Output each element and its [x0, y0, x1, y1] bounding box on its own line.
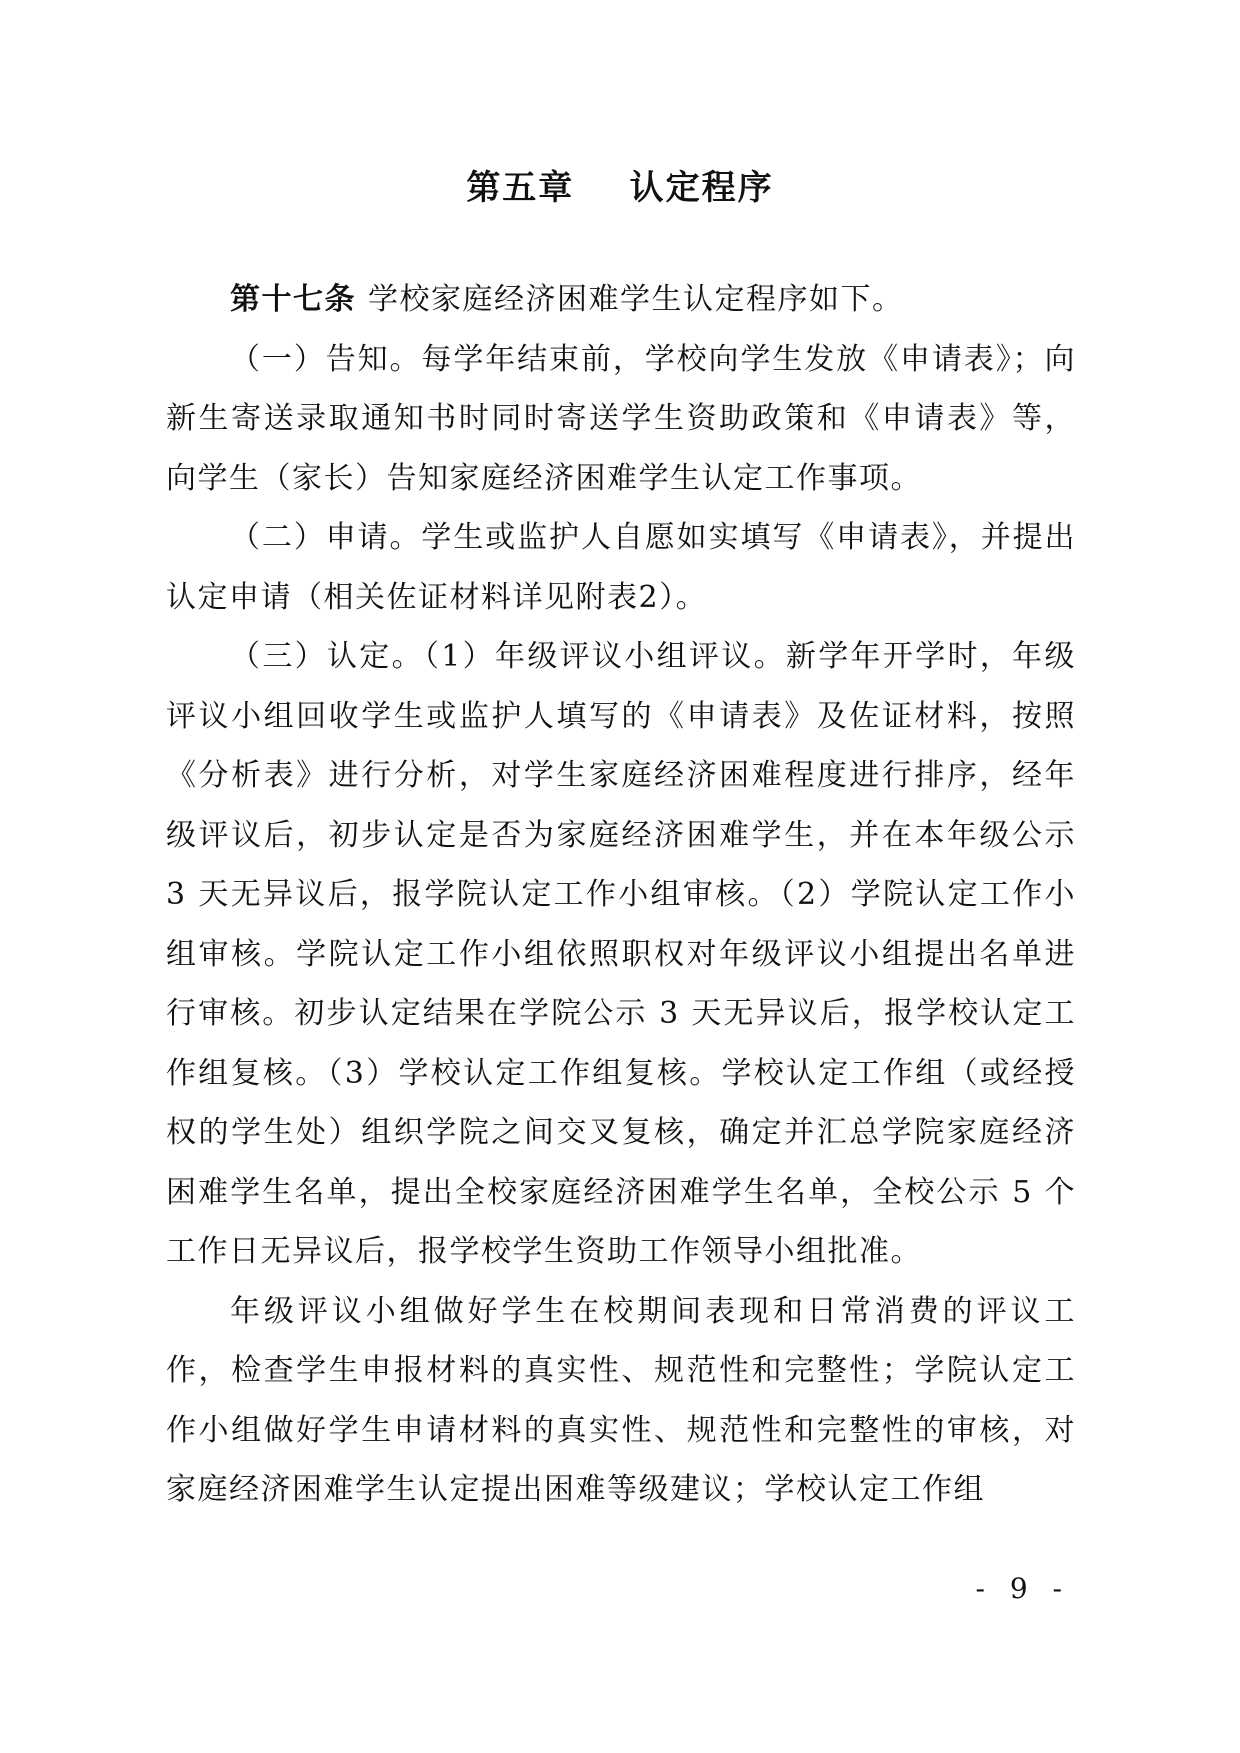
paragraph-review-duties: 年级评议小组做好学生在校期间表现和日常消费的评议工作，检查学生申报材料的真实性、规范性和完整性；学院认定工作小组做好学生申请材料的真实性、规范性和完整性的审核，对家庭经济困难学生认定提出困难等级建议；学校认定工作组 — [166, 1293, 1076, 1507]
paragraph-confirm: （三）认定。（1）年级评议小组评议。新学年开学时，年级评议小组回收学生或监护人填写的《申请表》及佐证材料，按照《分析表》进行分析，对学生家庭经济困难程度进行排序，经年级评议后，初步认定是否为家庭经济困难学生，并在本年级公示 3 天无异议后，报学院认定工作小组审核。（2）学院认定工作小组审核。学院认定工作小组依照职权对年级评议小组提出名单进行审核。初步认定结果在学院公示 3 天无异议后，报学校认定工作组复核。（3）学校认定工作组复核。学校认定工作组（或经授权的学生处）组织学院之间交叉复核，确定并汇总学院家庭经济困难学生名单，提出全校家庭经济困难学生名单，全校公示 5 个工作日无异议后，报学校学生资助工作领导小组批准。 — [166, 639, 1076, 1269]
article-17-heading — [166, 270, 1076, 330]
chapter-title: 第五章 认定程序 — [466, 168, 774, 208]
page-number: - 9 - — [975, 1572, 1070, 1605]
body-text — [166, 270, 1076, 1520]
article-label: 第十七条 — [230, 282, 356, 317]
paragraph-notify: （一）告知。每学年结束前，学校向学生发放《申请表》；向新生寄送录取通知书时同时寄送学生资助政策和《申请表》等，向学生（家长）告知家庭经济困难学生认定工作事项。 — [166, 341, 1076, 496]
article-intro: 学校家庭经济困难学生认定程序如下。 — [368, 282, 904, 317]
paragraph-apply: （二）申请。学生或监护人自愿如实填写《申请表》，并提出认定申请（相关佐证材料详见附表2）。 — [166, 520, 1076, 615]
